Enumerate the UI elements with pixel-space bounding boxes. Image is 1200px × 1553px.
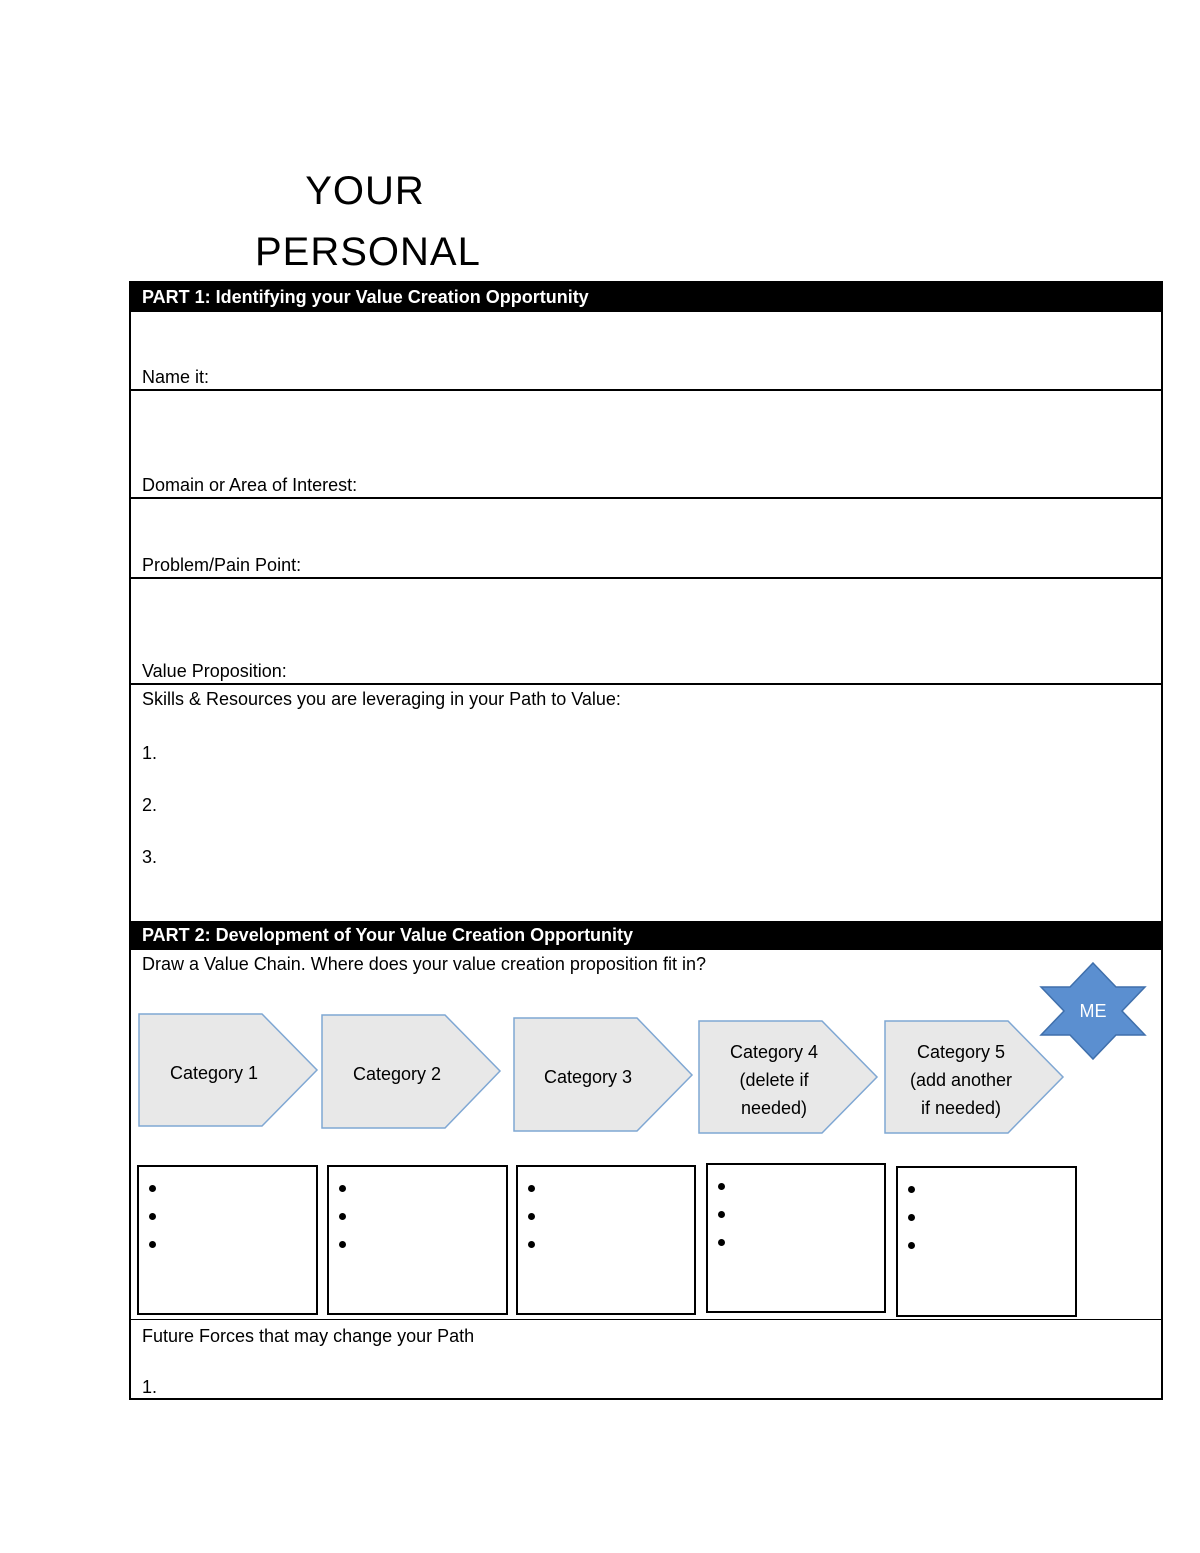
list-item [548, 1231, 694, 1259]
future-item-1: 1. [142, 1377, 158, 1397]
list-item [928, 1176, 1075, 1204]
list-item [928, 1232, 1075, 1260]
category-5-chevron [885, 1021, 1063, 1133]
me-label: ME [1079, 1001, 1107, 1021]
divider [131, 1319, 1161, 1320]
title-line-2: PERSONAL [255, 230, 481, 274]
list-item [169, 1231, 316, 1259]
skills-item-2: 2. [142, 795, 158, 815]
category-2-notes[interactable] [327, 1165, 508, 1315]
me-star [1041, 963, 1145, 1059]
domain-label: Domain or Area of Interest: [142, 475, 358, 495]
category-1-chevron [139, 1014, 317, 1126]
skills-item-3: 3. [142, 847, 158, 867]
list-item [928, 1204, 1075, 1232]
name-it-label: Name it: [142, 367, 210, 387]
list-item [359, 1231, 506, 1259]
category-4-label-3: needed) [740, 1098, 808, 1118]
page-title [255, 165, 481, 274]
title-line-1: YOUR [305, 169, 425, 213]
part2-header: PART 2: Development of Your Value Creation Opportunity [131, 921, 1161, 950]
problem-label: Problem/Pain Point: [142, 555, 302, 575]
category-1-label: Category 1 [169, 1063, 259, 1083]
value-proposition-label: Value Proposition: [142, 661, 287, 681]
list-item [169, 1175, 316, 1203]
category-5-notes[interactable] [896, 1166, 1077, 1317]
category-4-label-2: (delete if [739, 1070, 809, 1090]
category-4-label-1: Category 4 [729, 1042, 819, 1062]
category-2-chevron [322, 1015, 500, 1128]
category-5-label-1: Category 5 [916, 1042, 1006, 1062]
category-5-label-2: (add another [909, 1070, 1013, 1090]
list-item [548, 1175, 694, 1203]
category-1-notes[interactable] [137, 1165, 318, 1315]
value-chain-prompt: Draw a Value Chain. Where does your value creation proposition fit in? [142, 954, 706, 974]
skills-item-1: 1. [142, 743, 158, 763]
part1-header: PART 1: Identifying your Value Creation Opportunity [131, 283, 1161, 312]
list-item [738, 1229, 884, 1257]
category-4-notes[interactable] [706, 1163, 886, 1313]
category-3-notes[interactable] [516, 1165, 696, 1315]
list-item [548, 1203, 694, 1231]
category-2-label: Category 2 [352, 1064, 442, 1084]
list-item [738, 1201, 884, 1229]
category-4-chevron [699, 1021, 877, 1133]
future-forces-label: Future Forces that may change your Path [142, 1326, 475, 1346]
list-item [169, 1203, 316, 1231]
value-creation-form [129, 281, 1163, 1400]
category-5-label-3: if needed) [920, 1098, 1002, 1118]
category-3-chevron [514, 1018, 692, 1131]
skills-label: Skills & Resources you are leveraging in your Path to Value: [142, 689, 621, 709]
list-item [738, 1173, 884, 1201]
list-item [359, 1203, 506, 1231]
list-item [359, 1175, 506, 1203]
category-3-label: Category 3 [543, 1067, 633, 1087]
